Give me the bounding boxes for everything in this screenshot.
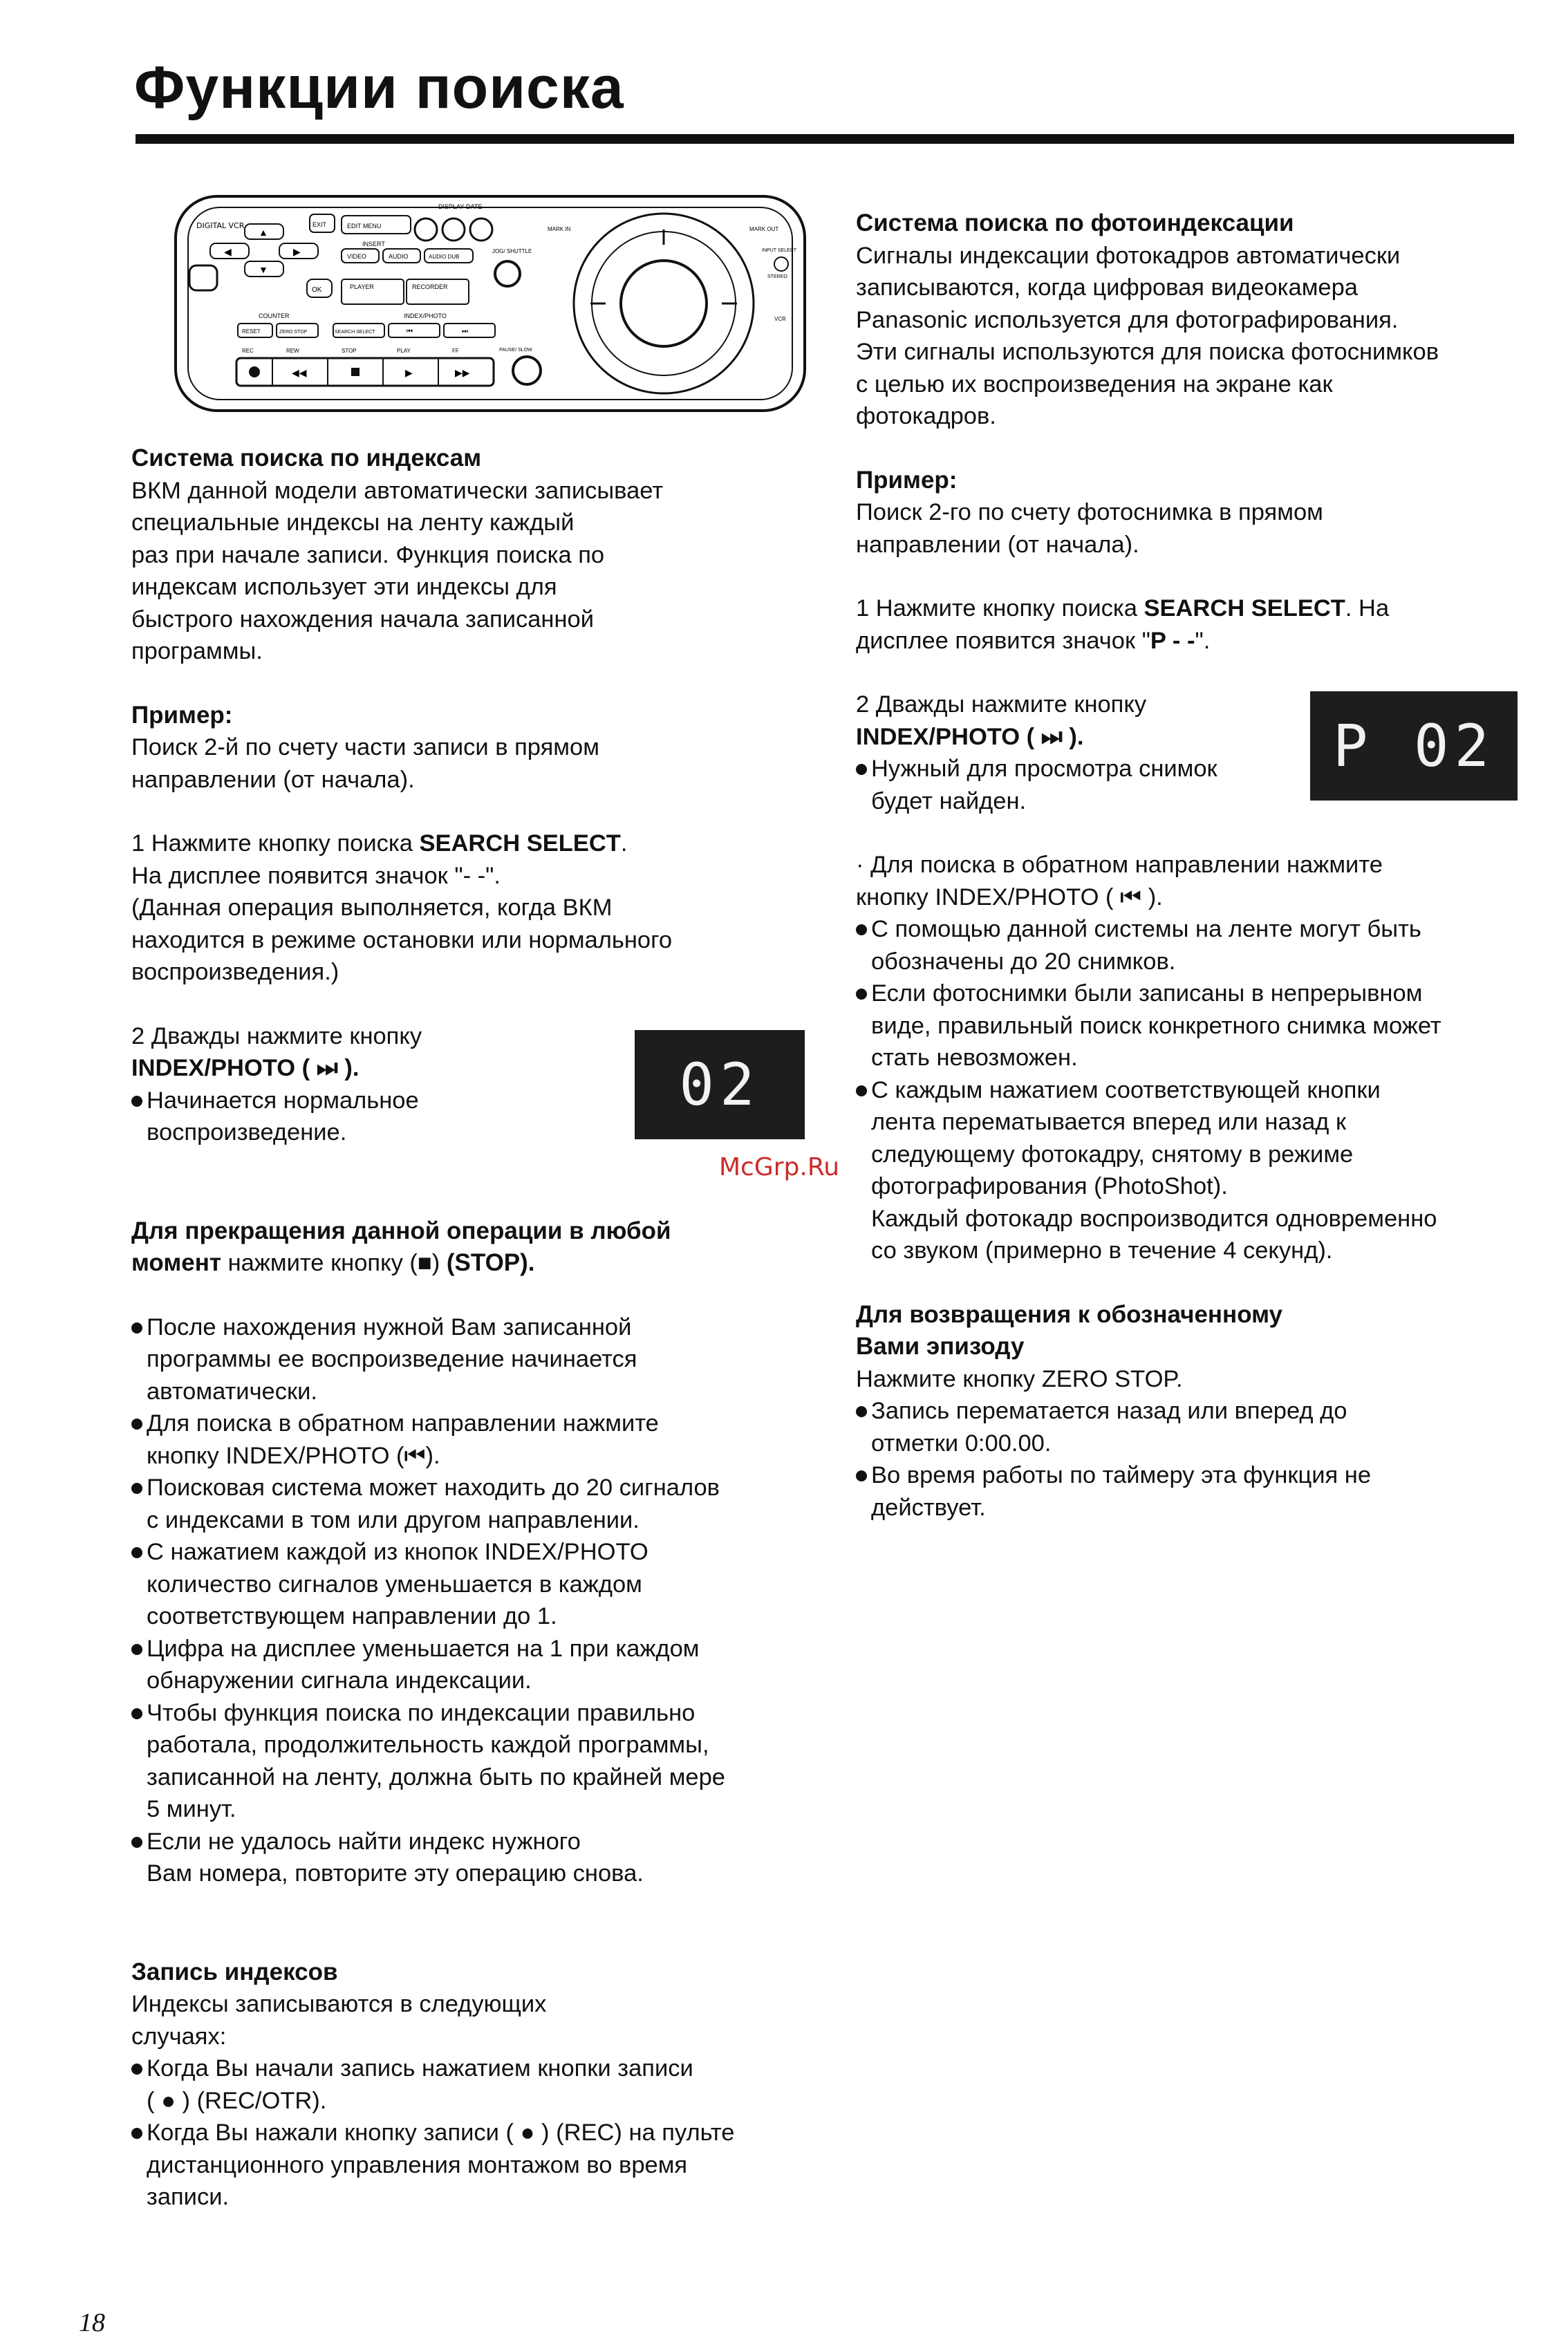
- return-heading: Для возвращения к обозначенному Вами эпизоду: [856, 1300, 1283, 1360]
- step1-pre: 1 Нажмите кнопку поиска: [856, 595, 1144, 621]
- label-stereo: STEREO: [767, 274, 787, 279]
- stop-heading-bold2: (STOP).: [446, 1249, 535, 1276]
- list-item: Чтобы функция поиска по индексации правильно работала, продолжительность каждой программы, записанной на ленту, должна быть по крайней мере 5 минут.: [131, 1697, 837, 1826]
- label-index-photo: INDEX/PHOTO: [404, 312, 447, 319]
- stop-heading-rest: нажмите кнопку (■): [221, 1250, 447, 1276]
- label-jog-shuttle: JOG/ SHUTTLE: [492, 248, 532, 254]
- step1-bold2: P - -: [1150, 627, 1195, 654]
- rec-dot-icon: [249, 366, 260, 377]
- record-text: Индексы записываются в следующих случаях:: [131, 1991, 547, 2050]
- label-play: PLAY: [397, 348, 411, 354]
- list-item: Когда Вы нажали кнопку записи ( ● ) (REC) на пульте дистанционного управления монтажом во время записи.: [131, 2117, 837, 2214]
- page-title: Функции поиска: [134, 55, 624, 121]
- label-insert: INSERT: [362, 241, 385, 247]
- step1-post: ".: [1195, 627, 1211, 654]
- example-heading: Пример:: [856, 466, 958, 494]
- list-item: С каждым нажатием соответствующей кнопки лента перематывается вперед или назад к следующему фотокадру, снятому в режиме фотографирования (PhotoShot). Каждый фотокадр воспроизводится одновременно со звуком (примерно в течение 4 секунд).: [856, 1074, 1547, 1267]
- label-input-select: INPUT SELECT: [762, 248, 797, 253]
- label-reset: RESET: [242, 328, 261, 335]
- title-rule: [136, 134, 1514, 144]
- left-column: [131, 442, 840, 2214]
- up-arrow-icon: ▲: [259, 227, 268, 238]
- label-recorder: RECORDER: [412, 283, 448, 290]
- lcd-display-photo: P 02: [1310, 691, 1518, 801]
- step2-bullet: Начинается нормальное воспроизведение.: [131, 1085, 837, 1149]
- label-date: DATE: [466, 203, 483, 210]
- list-item: После нахождения нужной Вам записанной программы ее воспроизведение начинается автоматически.: [131, 1311, 837, 1408]
- play-icon: ▶: [405, 367, 413, 378]
- right-arrow-icon: ▶: [293, 246, 301, 257]
- rew-icon: ◀◀: [292, 367, 307, 378]
- index-search-heading: Система поиска по индексам: [131, 445, 482, 471]
- label-ok: OK: [312, 286, 322, 294]
- label-audio: AUDIO: [389, 253, 409, 260]
- label-mark-in: MARK IN: [548, 226, 571, 232]
- photo-search-heading: Система поиска по фотоиндексации: [856, 209, 1294, 236]
- step1-line: [131, 827, 837, 860]
- label-display: DISPLAY: [438, 203, 465, 210]
- vcr-front-panel-illustration: [169, 189, 812, 418]
- photo-search-text: Сигналы индексации фотокадров автоматически записываются, когда цифровая видеокамера Panasonic используется для фотографирования. Эти сигналы используются для поиска фотоснимков с целью их воспроизведения на экране как фотокадров.: [856, 242, 1439, 429]
- list-item: Поисковая система может находить до 20 сигналов с индексами в том или другом направлении.: [131, 1472, 837, 1536]
- label-rew: REW: [286, 348, 299, 354]
- list-item: · Для поиска в обратном направлении нажмите кнопку INDEX/PHOTO ( ⏮ ).: [856, 852, 1383, 910]
- label-zero-stop: ZERO STOP: [279, 330, 308, 335]
- label-counter: COUNTER: [259, 312, 290, 319]
- example-heading: Пример:: [131, 701, 233, 729]
- index-forward-icon: ⏭: [462, 328, 468, 335]
- stop-heading: [131, 1215, 837, 1280]
- step1-mid: . На дисплее появится значок ": [856, 595, 1390, 654]
- step2-bold: INDEX/PHOTO ( ⏭ ).: [856, 723, 1084, 750]
- label-search-select: SEARCH SELECT: [335, 330, 375, 335]
- right-column: [856, 207, 1547, 1524]
- watermark: McGrp.Ru: [719, 1153, 840, 1181]
- step2-bullet: Нужный для просмотра снимок будет найден.: [856, 753, 1547, 817]
- list-item: С нажатием каждой из кнопок INDEX/PHOTO количество сигналов уменьшается в каждом соответствующем направлении до 1.: [131, 1536, 837, 1633]
- stop-square-icon: [351, 368, 360, 376]
- label-vcr: VCR: [774, 316, 786, 322]
- index-back-icon: ⏮: [407, 328, 413, 335]
- label-pause-slow: PAUSE/ SLOW: [499, 348, 532, 353]
- step1-bold: SEARCH SELECT: [419, 830, 621, 857]
- step1-line: [856, 592, 1547, 657]
- label-exit: EXIT: [312, 221, 327, 228]
- left-arrow-icon: ◀: [224, 246, 232, 257]
- label-stop: STOP: [342, 348, 357, 354]
- list-item: Для поиска в обратном направлении нажмите кнопку INDEX/PHOTO (⏮).: [131, 1408, 837, 1472]
- step1-pre: 1 Нажмите кнопку поиска: [131, 830, 420, 857]
- step2-bold: INDEX/PHOTO ( ⏭ ).: [131, 1055, 360, 1081]
- label-player: PLAYER: [350, 283, 374, 290]
- label-rec: REC: [242, 348, 254, 354]
- label-digital-vcr: DIGITAL VCR: [196, 221, 245, 230]
- list-item: Когда Вы начали запись нажатием кнопки записи ( ● ) (REC/OTR).: [131, 2052, 837, 2117]
- label-mark-out: MARK OUT: [749, 226, 779, 232]
- lcd-display-index: 02: [635, 1030, 805, 1139]
- index-search-text: ВКМ данной модели автоматически записывает специальные индексы на ленту каждый раз при начале записи. Функция поиска по индексам использует эти индексы для быстрого нахождения начала записанной программы.: [131, 477, 664, 664]
- list-item: Во время работы по таймеру эта функция не действует.: [856, 1459, 1547, 1524]
- label-edit-menu: EDIT MENU: [347, 223, 382, 230]
- label-video: VIDEO: [347, 253, 367, 260]
- step1-post: .: [620, 830, 628, 857]
- step2-text: 2 Дважды нажмите кнопку: [856, 691, 1147, 718]
- step2-text: 2 Дважды нажмите кнопку: [131, 1022, 422, 1049]
- label-audio-dub: AUDIO DUB: [429, 254, 460, 260]
- step1-text: На дисплее появится значок "- -". (Данная операция выполняется, когда ВКМ находится в режиме остановки или нормального воспроизведения.): [131, 862, 673, 985]
- stop-heading-bold: Для прекращения данной операции в любой момент: [131, 1217, 671, 1276]
- record-heading: Запись индексов: [131, 1958, 338, 1985]
- list-item: Если фотоснимки были записаны в непрерывном виде, правильный поиск конкретного снимка может стать невозможен.: [856, 978, 1547, 1074]
- down-arrow-icon: ▼: [259, 264, 268, 275]
- list-item: С помощью данной системы на ленте могут быть обозначены до 20 снимков.: [856, 913, 1547, 978]
- page-number: 18: [79, 2308, 105, 2337]
- example-text: Поиск 2-й по счету части записи в прямом направлении (от начала).: [131, 734, 599, 793]
- return-text: Нажмите кнопку ZERO STOP.: [856, 1365, 1183, 1392]
- label-ff: FF: [452, 348, 459, 354]
- example-text: Поиск 2-го по счету фотоснимка в прямом направлении (от начала).: [856, 499, 1323, 558]
- step1-bold: SEARCH SELECT: [1144, 595, 1345, 621]
- list-item: Цифра на дисплее уменьшается на 1 при каждом обнаружении сигнала индексации.: [131, 1633, 837, 1697]
- list-item: Если не удалось найти индекс нужного Вам номера, повторите эту операцию снова.: [131, 1826, 837, 1890]
- list-item: Запись перематается назад или вперед до отметки 0:00.00.: [856, 1395, 1547, 1459]
- ff-icon: ▶▶: [455, 367, 470, 378]
